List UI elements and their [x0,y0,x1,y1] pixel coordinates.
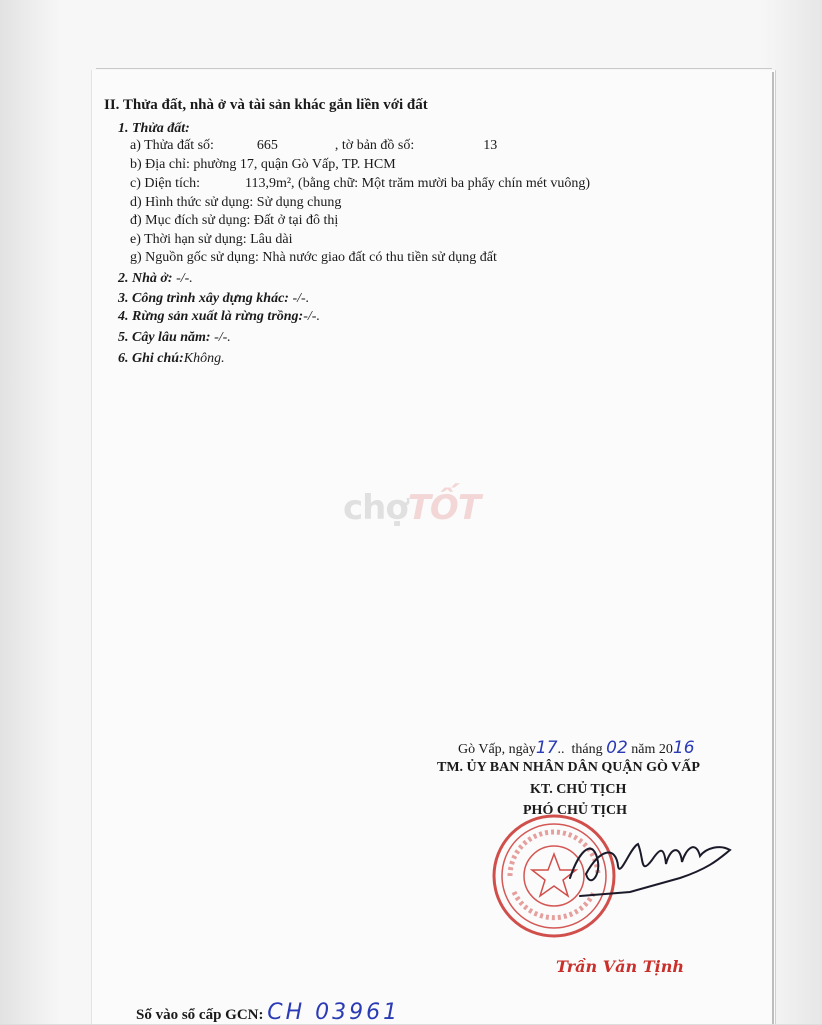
item-note [118,350,225,368]
signing-date: Gò Vấp, ngày17.. tháng 02 năm 2016 [458,738,695,758]
item-house-label: 2. Nhà ở: [118,271,173,286]
signing-month: 02 [606,738,628,758]
handwritten-signature-icon [560,818,760,898]
watermark-logo [343,488,480,528]
signer-name: Trần Văn Tịnh [556,957,684,976]
signing-role-1: KT. CHỦ TỊCH [530,782,627,797]
land-address: b) Địa chỉ: phường 17, quận Gò Vấp, TP. HCM [130,157,396,172]
register-number-label: Số vào sổ cấp GCN: [136,1007,264,1023]
register-number-value: CH 03961 [267,1000,401,1025]
parcel-number-value: 665 [256,138,278,153]
item-forest-value: -/-. [303,309,320,324]
parcel-number-label: a) Thửa đất số: [130,138,214,153]
land-area-label: c) Diện tích: [130,176,200,191]
item-other-construction [118,290,309,308]
page-top-edge [96,68,772,69]
item-construction-value: -/-. [288,291,310,306]
item-perennial-trees [118,329,231,347]
watermark-part2: TỐT [407,488,481,528]
map-sheet-value: 13 [483,138,498,153]
item-house [118,270,193,288]
land-heading: 1. Thửa đất: [118,121,190,136]
land-area-row [130,175,590,193]
item-note-value: Không. [183,351,225,366]
item-house-value: -/-. [172,271,193,286]
signing-year: 16 [672,738,695,758]
page-right-edge [772,72,774,1024]
item-note-label: 6. Ghi chú: [118,351,184,366]
land-parcel-row [130,137,497,155]
land-use-origin: g) Nguồn gốc sử dụng: Nhà nước giao đất có thu tiền sử dụng đất [130,250,497,265]
land-use-term: e) Thời hạn sử dụng: Lâu dài [130,232,293,247]
signing-role-2: PHÓ CHỦ TỊCH [523,803,627,818]
item-trees-value: -/-. [210,330,231,345]
land-use-form: d) Hình thức sử dụng: Sử dụng chung [130,195,342,210]
signing-organization: TM. ỦY BAN NHÂN DÂN QUẬN GÒ VẤP [437,760,700,775]
land-use-purpose: đ) Mục đích sử dụng: Đất ở tại đô thị [130,213,339,228]
item-production-forest [118,308,320,326]
signing-day: 17 [535,738,558,758]
section-title: II. Thửa đất, nhà ở và tài sản khác gắn liền với đất [104,97,428,113]
item-forest-label: 4. Rừng sản xuất là rừng trồng: [118,309,304,324]
map-sheet-label: , tờ bản đồ số: [334,138,415,153]
certificate-register-number [136,1000,400,1025]
item-trees-label: 5. Cây lâu năm: [118,330,211,345]
signing-month-label: tháng [571,742,603,757]
item-construction-label: 3. Công trình xây dựng khác: [118,291,289,306]
watermark-part1: chợ [343,488,408,528]
signing-place-prefix: Gò Vấp, ngày [458,742,536,757]
signing-year-label: năm 20 [631,742,673,757]
land-area-value: 113,9m², (bằng chữ: Một trăm mười ba phẩy chín mét vuông) [244,176,591,191]
